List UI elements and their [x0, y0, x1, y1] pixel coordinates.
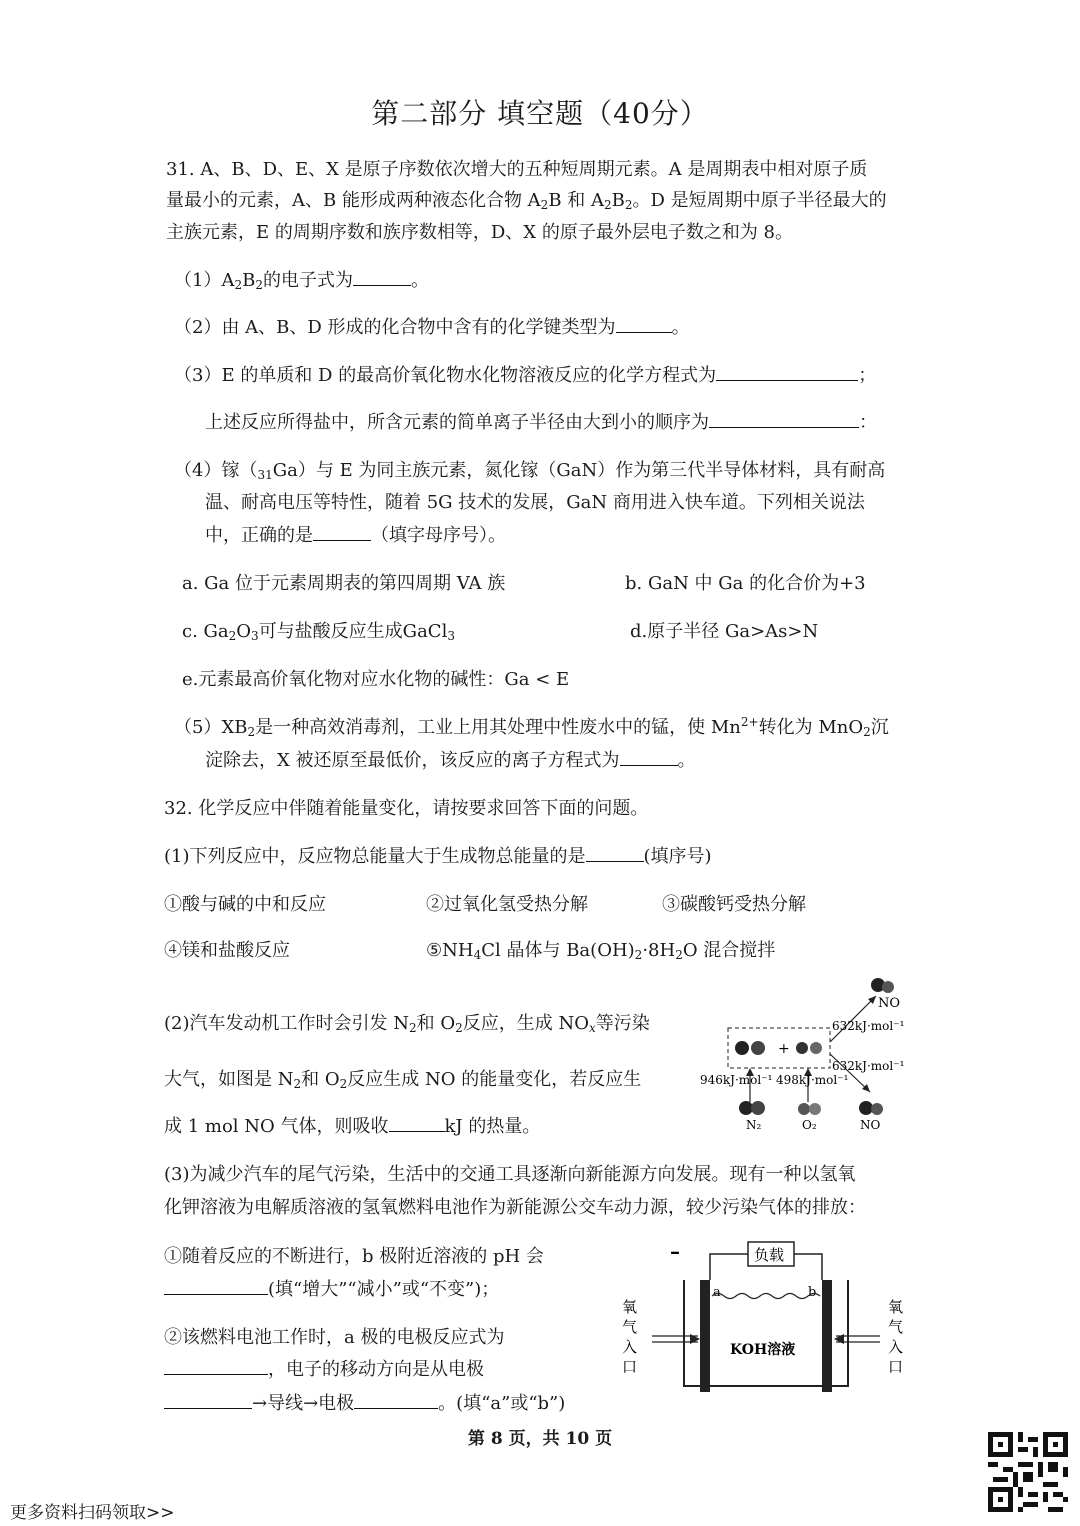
n2-molecule — [739, 1101, 753, 1115]
answer-blank[interactable] — [709, 411, 859, 428]
electrode-a — [700, 1280, 710, 1392]
qr-code[interactable] — [988, 1432, 1068, 1512]
q31-sub1: $(1)A_2B_2$的电子式为 。 — [174, 270, 429, 292]
reaction-1: ①酸与碱的中和反应 — [164, 894, 326, 915]
q31-line3: 主族元素，E 的周期序数和族序数相等，D、X 的原子最外层电子数之和为 8。 — [166, 222, 793, 243]
reaction-2: ②过氧化氢受热分解 — [426, 894, 588, 915]
option-a: a. Ga 位于元素周期表的第四周期 VA 族 — [182, 573, 506, 594]
answer-blank[interactable] — [620, 749, 678, 766]
label-632-bottom: 632kJ·mol⁻¹ — [832, 1059, 905, 1073]
q31-sub3: （3）E 的单质和 D 的最高价氧化物水化物溶液反应的化学方程式为 ； — [174, 365, 877, 386]
label-632-top: 632kJ·mol⁻¹ — [832, 1019, 905, 1033]
right-inlet-2: 气 — [888, 1318, 904, 1336]
q32-c1-line1: ①随着反应的不断进行，b 极附近溶液的 pH 会 — [164, 1246, 544, 1267]
left-inlet-4: 口 — [622, 1358, 638, 1376]
minus-sign: – — [670, 1239, 680, 1263]
answer-blank[interactable] — [313, 524, 371, 541]
q31-sub3b: 上述反应所得盐中，所含元素的简单离子半径由大到小的顺序为 ： — [205, 412, 877, 433]
option-b: b. GaN 中 Ga 的化合价为+3 — [625, 573, 866, 594]
left-inlet-2: 气 — [622, 1318, 638, 1336]
q32-sub2-line1: (2)汽车发动机工作时会引发 $N_2$和 $O_2$反应，生成 $NO_x$等污染 — [164, 1013, 650, 1035]
koh-label: KOH溶液 — [730, 1342, 796, 1358]
plus-sign: + — [778, 1041, 790, 1057]
left-inlet-3: 入 — [622, 1338, 638, 1356]
q31-line1: 31. A、B、D、E、X 是原子序数依次增大的五种短周期元素。A 是周期表中相对原子质 — [166, 159, 868, 180]
q32-c2-line3: →导线→电极 。(填“a”或“b”) — [164, 1392, 565, 1416]
q32-sub3-line2: 化钾溶液为电解质溶液的氢氧燃料电池作为新能源公交车动力源，较少污染气体的排放： — [164, 1197, 866, 1218]
label-a: a — [713, 1285, 721, 1300]
q31-sub4-line1: （4）镓$(_{31}Ga)$与 E 为同主族元素，氮化镓（GaN）作为第三代半导体材料，具有耐高 — [174, 460, 886, 482]
fuel-cell-diagram — [612, 1236, 922, 1404]
electrode-b — [822, 1280, 832, 1392]
q31-sub4-line2: 温、耐高电压等特性，随着 5G 技术的发展，GaN 商用进入快车道。下列相关说法 — [205, 492, 865, 513]
reaction-3: ③碳酸钙受热分解 — [662, 894, 806, 915]
answer-blank[interactable] — [164, 1358, 268, 1375]
q32-head: 32. 化学反应中伴随着能量变化，请按要求回答下面的问题。 — [164, 798, 649, 819]
option-d: d.原子半径 Ga>As>N — [630, 621, 819, 642]
answer-blank[interactable] — [586, 845, 644, 862]
right-inlet-3: 入 — [888, 1338, 904, 1356]
o2-molecule — [798, 1103, 810, 1115]
answer-blank[interactable] — [164, 1392, 252, 1409]
reaction-4: ④镁和盐酸反应 — [164, 940, 290, 961]
no-molecule-bottom — [859, 1101, 873, 1115]
option-c: c. $Ga_2O_3$可与盐酸反应生成GaCl$_3$ — [182, 621, 455, 643]
label-no: NO — [860, 1118, 881, 1132]
q31-sub2: （2）由 A、B、D 形成的化合物中含有的化学键类型为 。 — [174, 317, 690, 338]
q32-sub2-line3: 成 1 mol NO 气体，则吸收 kJ 的热量。 — [164, 1116, 541, 1137]
q32-sub2-line2: 大气，如图是 $N_2$和 $O_2$反应生成 NO 的能量变化，若反应生 — [164, 1069, 642, 1091]
q32-sub3-line1: (3)为减少汽车的尾气污染，生活中的交通工具逐渐向新能源方向发展。现有一种以氢氧 — [164, 1164, 856, 1185]
label-n2: N₂ — [746, 1118, 762, 1132]
more-resources-link[interactable]: 更多资料扫码领取>> — [10, 1503, 175, 1523]
answer-blank[interactable] — [164, 1278, 268, 1295]
reaction-5: $⑤NH_4Cl$ 晶体与 $Ba(OH)_2\cdot 8H_2O$ 混合搅拌 — [426, 940, 776, 962]
page-title: 第二部分 填空题（40分） — [371, 97, 709, 130]
answer-blank[interactable] — [616, 316, 672, 333]
right-inlet-4: 口 — [888, 1358, 904, 1376]
label-no-top: NO — [878, 996, 901, 1011]
label-o2: O₂ — [802, 1118, 817, 1132]
label-498: 498kJ·mol⁻¹ — [776, 1073, 849, 1087]
answer-blank[interactable] — [353, 269, 411, 286]
answer-blank[interactable] — [716, 364, 858, 381]
q32-c2-line2: ，电子的移动方向是从电极 — [164, 1358, 484, 1382]
q31-line2: 量最小的元素，A、B 能形成两种液态化合物 $A_2B$ 和 $A_2B_2$。D 是短周期中原子半径最大的 — [166, 190, 887, 212]
q31-sub5-line1: $(5)XB_2$是一种高效消毒剂，工业上用其处理中性废水中的锰，使 $Mn^{2+}$转化为 MnO$_2$沉 — [174, 715, 889, 739]
page-footer: 第 8 页，共 10 页 — [467, 1429, 613, 1449]
answer-blank[interactable] — [389, 1115, 445, 1132]
energy-diagram — [690, 972, 920, 1137]
label-946: 946kJ·mol⁻¹ — [700, 1073, 773, 1087]
label-b: b — [808, 1285, 817, 1300]
right-inlet-1: 氧 — [888, 1298, 904, 1316]
solution-surface — [712, 1294, 820, 1299]
q31-sub4-line3: 中，正确的是 （填字母序号）。 — [205, 525, 506, 546]
q31-sub5-line2: 淀除去，X 被还原至最低价，该反应的离子方程式为 。 — [205, 750, 696, 771]
q32-sub1: (1)下列反应中，反应物总能量大于生成物总能量的是 (填序号) — [164, 846, 712, 867]
left-inlet-1: 氧 — [622, 1298, 638, 1316]
option-e: e.元素最高价氧化物对应水化物的碱性：Ga < E — [182, 669, 570, 690]
q32-c2-line1: ②该燃料电池工作时，a 极的电极反应式为 — [164, 1327, 505, 1348]
load-label: 负载 — [754, 1246, 785, 1264]
answer-blank[interactable] — [354, 1392, 438, 1409]
q32-c1-line2: (填“增大”“减小”或“不变”)； — [164, 1278, 499, 1302]
